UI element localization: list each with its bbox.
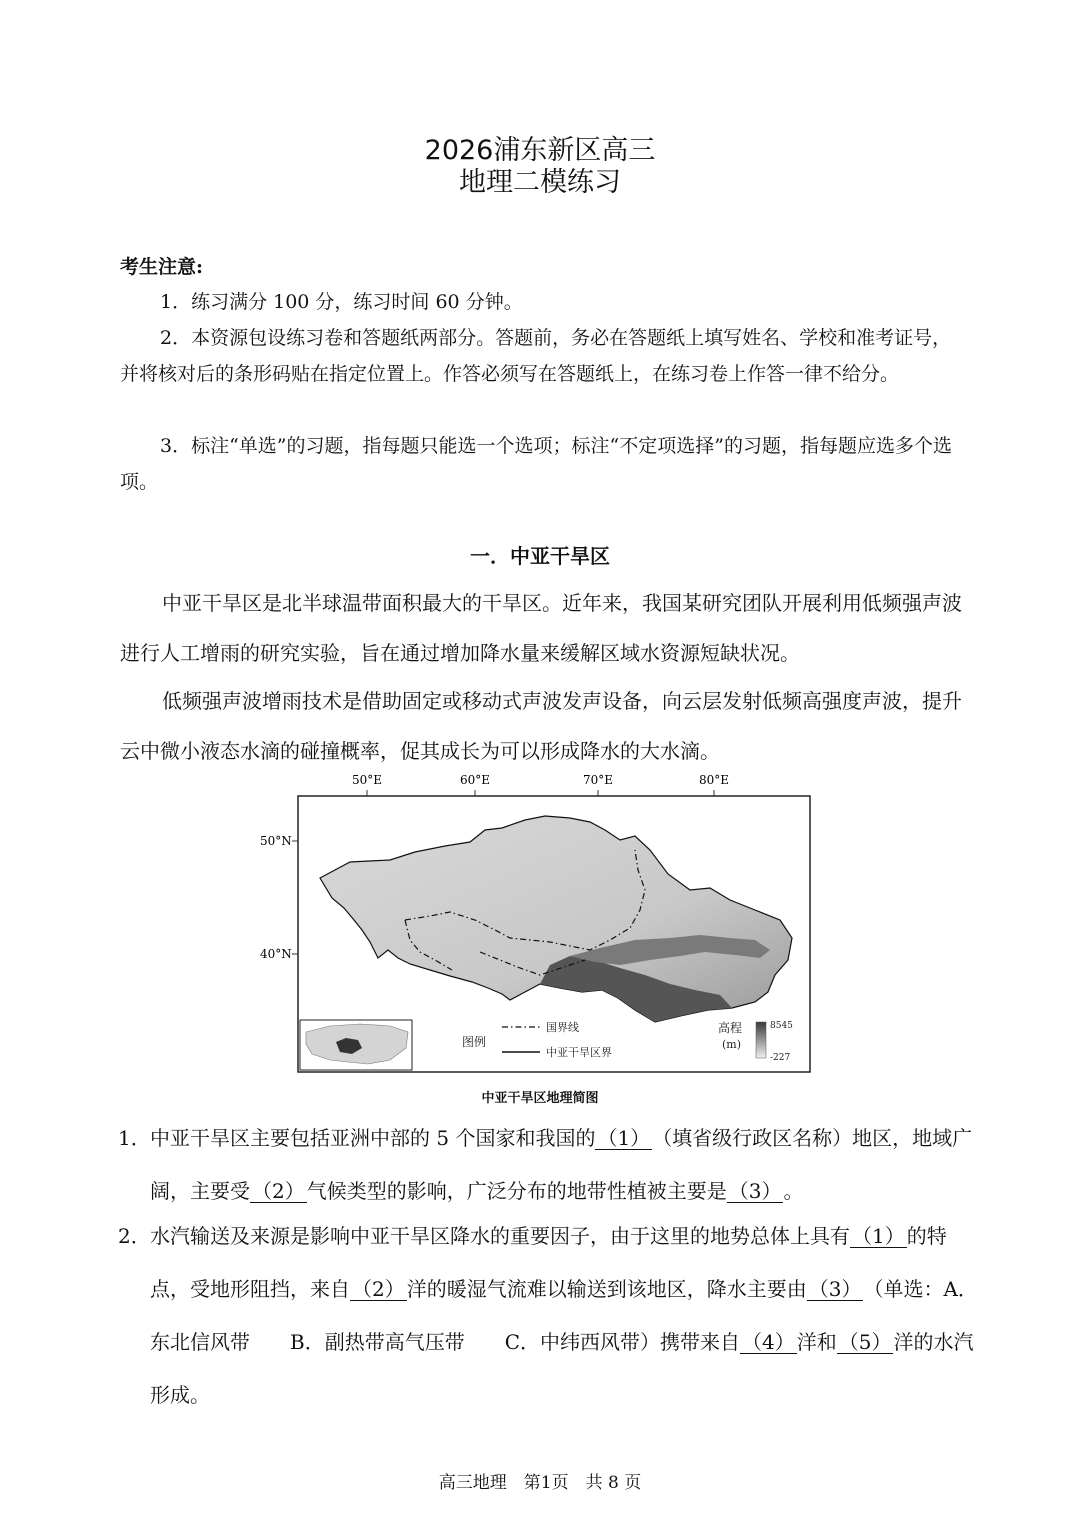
lon-label-60: 60°E bbox=[460, 773, 491, 787]
question-2-number: 2． bbox=[118, 1224, 151, 1248]
question-1-blank-1[interactable]: （1） bbox=[597, 1126, 651, 1150]
question-2-text-d: （单选：A．东北信风带 B．副热带高气压带 C．中纬西风带）携带来自 bbox=[150, 1277, 978, 1354]
question-2-text-b: 的特点，受地形阻挡，来自 bbox=[150, 1224, 947, 1301]
lat-label-40: 40°N bbox=[260, 947, 292, 961]
question-1-blank-2[interactable]: （2） bbox=[252, 1179, 305, 1203]
question-2-blank-3[interactable]: （3） bbox=[808, 1277, 862, 1301]
legend-border-label: 国界线 bbox=[546, 1021, 579, 1034]
question-2-text-c: 洋的暖湿气流难以输送到该地区，降水主要由 bbox=[406, 1277, 807, 1301]
lon-label-70: 70°E bbox=[583, 773, 614, 787]
elevation-title: 高程 bbox=[718, 1021, 743, 1035]
elevation-unit: (m) bbox=[722, 1038, 742, 1051]
section-title: 一．中亚干旱区 bbox=[470, 544, 610, 568]
lat-label-50: 50°N bbox=[260, 834, 292, 848]
section-paragraph-2: 低频强声波增雨技术是借助固定或移动式声波发声设备，向云层发射低频高强度声波，提升云中微小液态水滴的碰撞概率，促其成长为可以形成降水的大水滴。 bbox=[120, 689, 962, 763]
page-title-line1: 2026浦东新区高三 bbox=[424, 135, 656, 166]
question-1-text-d: 。 bbox=[783, 1179, 804, 1203]
notice-heading: 考生注意: bbox=[120, 256, 204, 278]
page-footer: 高三地理 第1页 共 8 页 bbox=[438, 1473, 642, 1493]
question-2-text-a: 水汽输送及来源是影响中亚干旱区降水的重要因子，由于这里的地势总体上具有 bbox=[150, 1224, 850, 1248]
question-1-text-a: 中亚干旱区主要包括亚洲中部的 5 个国家和我国的 bbox=[150, 1126, 596, 1150]
question-1 bbox=[118, 1112, 978, 1218]
question-1-number: 1． bbox=[118, 1126, 151, 1150]
question-1-text-c: 气候类型的影响，广泛分布的地带性植被主要是 bbox=[306, 1179, 727, 1203]
question-1-text-b: （填省级行政区名称）地区，地域广阔，主要受 bbox=[150, 1126, 973, 1203]
elevation-min: -227 bbox=[770, 1053, 791, 1063]
legend-title: 图例 bbox=[462, 1035, 487, 1049]
lon-label-80: 80°E bbox=[699, 773, 730, 787]
elevation-max: 8545 bbox=[770, 1021, 793, 1031]
legend-region-label: 中亚干旱区界 bbox=[546, 1046, 612, 1059]
question-2-text-e: 洋和 bbox=[796, 1330, 837, 1354]
notice-item-1: 1．练习满分 100 分，练习时间 60 分钟。 bbox=[160, 291, 523, 313]
map-caption: 中亚干旱区地理简图 bbox=[481, 1091, 599, 1106]
question-2 bbox=[118, 1210, 978, 1422]
notice-item-3: 3．标注“单选”的习题，指每题只能选一个选项；标注“不定项选择”的习题，指每题应选多个选项。 bbox=[120, 435, 952, 493]
page-title-line2: 地理二模练习 bbox=[459, 167, 621, 198]
central-asia-map bbox=[240, 770, 840, 1080]
question-2-text-f: 洋的水汽形成。 bbox=[150, 1330, 974, 1407]
question-2-blank-5[interactable]: （5） bbox=[838, 1330, 892, 1354]
question-1-blank-3[interactable]: （3） bbox=[728, 1179, 782, 1203]
section-paragraph-1: 中亚干旱区是北半球温带面积最大的干旱区。近年来，我国某研究团队开展利用低频强声波进行人工增雨的研究实验，旨在通过增加降水量来缓解区域水资源短缺状况。 bbox=[120, 591, 962, 665]
elevation-color-bar bbox=[756, 1022, 766, 1058]
lon-label-50: 50°E bbox=[352, 773, 383, 787]
question-2-blank-2[interactable]: （2） bbox=[352, 1277, 405, 1301]
notice-item-2: 2．本资源包设练习卷和答题纸两部分。答题前，务必在答题纸上填写姓名、学校和准考证号，并将核对后的条形码贴在指定位置上。作答必须写在答题纸上，在练习卷上作答一律不给分。 bbox=[120, 327, 952, 385]
question-2-blank-4[interactable]: （4） bbox=[742, 1330, 795, 1354]
question-2-blank-1[interactable]: （1） bbox=[852, 1224, 905, 1248]
